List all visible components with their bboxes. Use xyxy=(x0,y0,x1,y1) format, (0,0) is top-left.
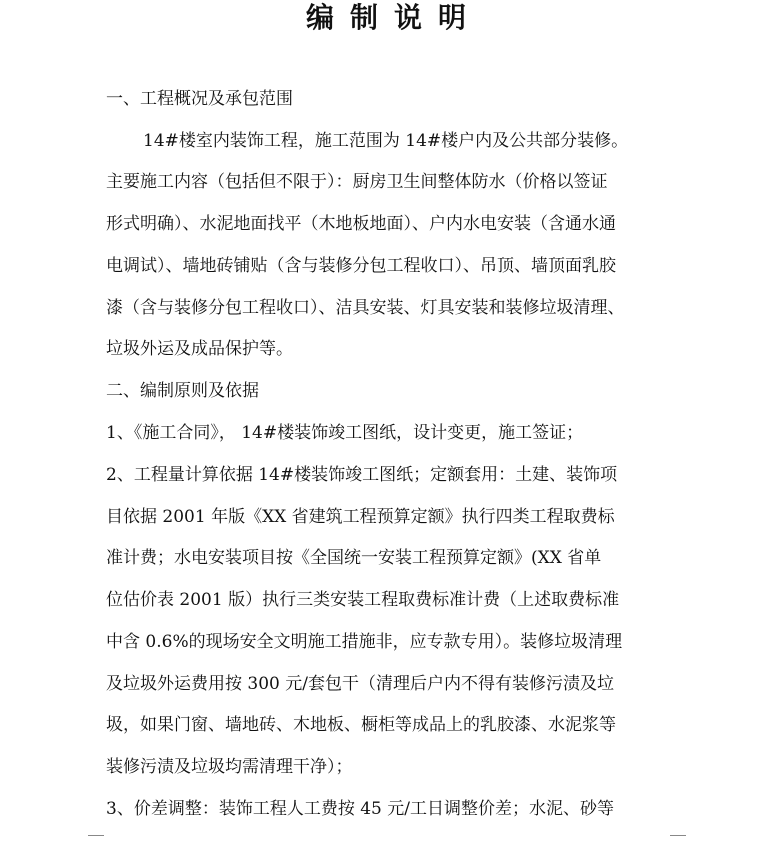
paragraph-line: 位估价表 2001 版）执行三类安装工程取费标准计费（上述取费标准 xyxy=(106,590,620,610)
document-title: 编制说明 xyxy=(305,1,482,34)
margin-corner-mark xyxy=(88,835,104,842)
paragraph-line: 1、《施工合同》， 14#楼装饰竣工图纸，设计变更，施工签证； xyxy=(106,423,584,443)
paragraph-line: 垃圾外运及成品保护等。 xyxy=(106,339,293,359)
paragraph-line: 电调试）、墙地砖铺贴（含与装修分包工程收口）、吊顶、墙顶面乳胶 xyxy=(106,256,616,276)
paragraph-line: 中含 0.6%的现场安全文明施工措施非，应专款专用）。装修垃圾清理 xyxy=(106,632,623,652)
section-heading-2: 二、编制原则及依据 xyxy=(106,381,259,401)
section-heading-1: 一、工程概况及承包范围 xyxy=(106,89,293,109)
paragraph-line: 准计费；水电安装项目按《全国统一安装工程预算定额》(XX 省单 xyxy=(106,548,602,568)
paragraph-line: 3、价差调整：装饰工程人工费按 45 元/工日调整价差；水泥、砂等 xyxy=(106,799,614,819)
paragraph-line: 主要施工内容（包括但不限于）：厨房卫生间整体防水（价格以签证 xyxy=(106,172,608,192)
paragraph-line: 14#楼室内装饰工程，施工范围为 14#楼户内及公共部分装修。 xyxy=(143,131,629,151)
margin-corner-mark xyxy=(670,835,686,842)
paragraph-line: 装修污渍及垃圾均需清理干净）； xyxy=(106,757,353,777)
paragraph-line: 及垃圾外运费用按 300 元/套包干（清理后户内不得有装修污渍及垃 xyxy=(106,674,614,694)
paragraph-line: 2、工程量计算依据 14#楼装饰竣工图纸；定额套用：土建、装饰项 xyxy=(106,465,618,485)
paragraph-line: 目依据 2001 年版《XX 省建筑工程预算定额》执行四类工程取费标 xyxy=(106,507,615,527)
paragraph-line: 圾，如果门窗、墙地砖、木地板、橱柜等成品上的乳胶漆、水泥浆等 xyxy=(106,715,616,735)
paragraph-line: 漆（含与装修分包工程收口）、洁具安装、灯具安装和装修垃圾清理、 xyxy=(106,298,625,318)
paragraph-line: 形式明确）、水泥地面找平（木地板地面）、户内水电安装（含通水通 xyxy=(106,214,616,234)
